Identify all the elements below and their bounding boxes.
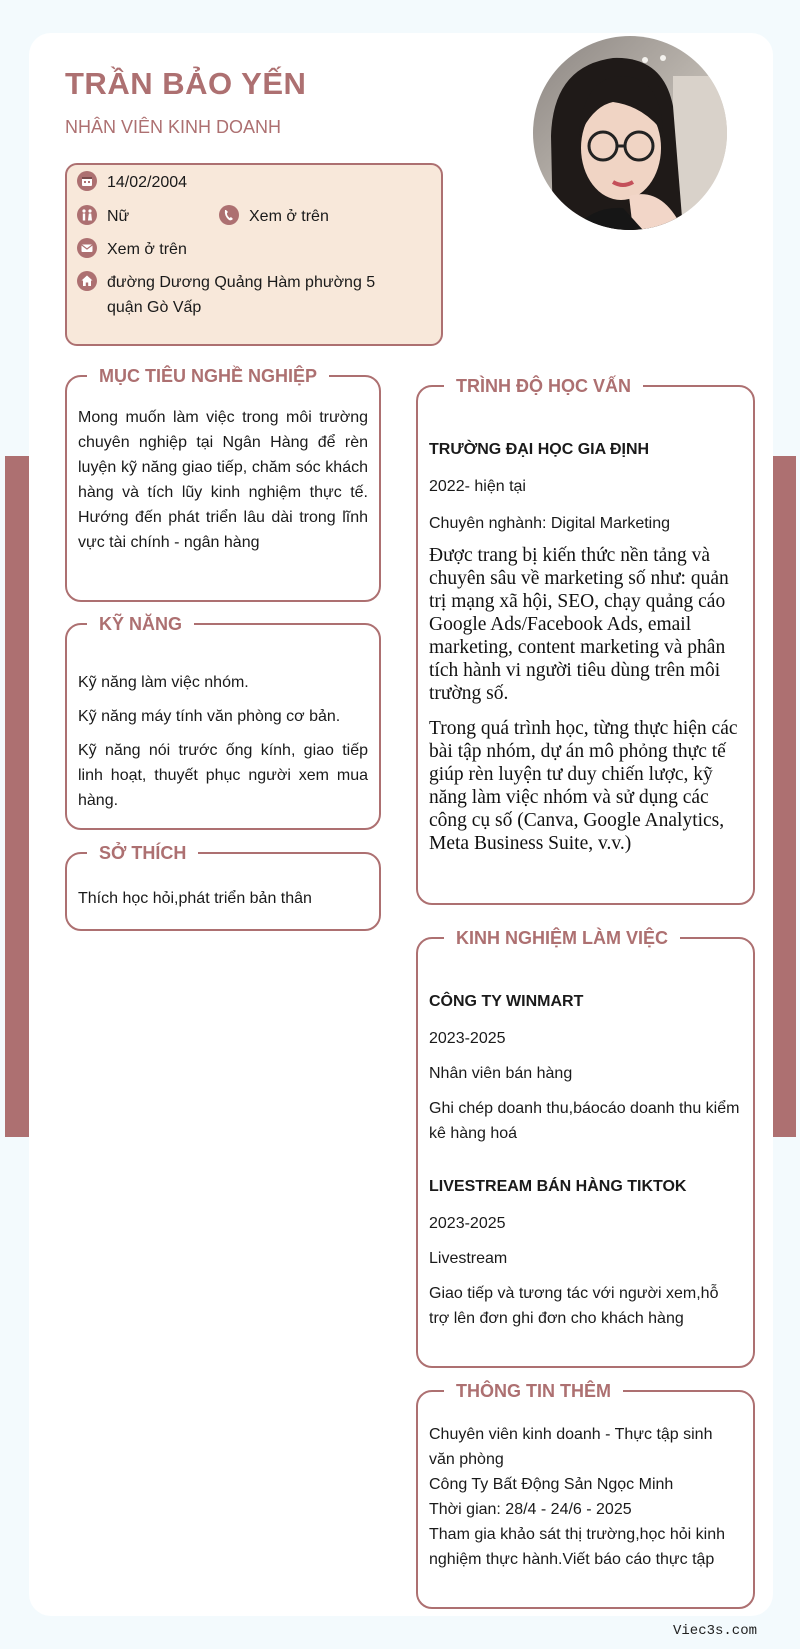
watermark: Viec3s.com <box>673 1623 758 1639</box>
email-row <box>77 237 187 262</box>
education-description: Được trang bị kiến thức nền tảng và chuyên sâu về marketing số như: quản trị mạng xã hội, SEO, chạy quảng cáo Google Ads/Facebook Ads, email marketing, content marketing và phân tích hành vi người tiêu dùng trên môi trường số. <box>429 545 729 704</box>
skill-item: Kỹ năng nói trước ống kính, giao tiếp linh hoạt, thuyết phục người xem mua hàng. <box>78 742 368 809</box>
avatar-photo <box>533 36 727 230</box>
email-text: Xem ở trên <box>107 241 187 258</box>
extra-info-section <box>416 1381 755 1609</box>
birthday-text: 14/02/2004 <box>107 174 188 191</box>
extra-info-heading: THÔNG TIN THÊM <box>444 1379 623 1403</box>
objective-text: Mong muốn làm việc trong môi trường chuyên nghiệp tại Ngân Hàng để rèn luyện kỹ năng giao tiếp, chăm sóc khách hàng và tích lũy kinh nghiệm thực tế. Hướng đến phát triển lâu dài trong lĩnh vực tài chính - ngân hàng <box>78 409 368 551</box>
gender-text: Nữ <box>107 208 130 225</box>
phone-icon <box>219 205 239 225</box>
candidate-name: TRẦN BẢO YẾN <box>65 66 307 101</box>
address-text: đường Dương Quảng Hàm phường 5 quận Gò Vấp <box>107 274 376 316</box>
job-company: CÔNG TY WINMART <box>429 993 584 1010</box>
education-heading: TRÌNH ĐỘ HỌC VẤN <box>444 374 643 398</box>
education-period: 2022- hiện tại <box>429 478 526 495</box>
extra-info-body <box>429 1422 742 1572</box>
gender-icon <box>77 205 97 225</box>
birthday-row <box>77 170 187 195</box>
address-row <box>77 270 397 320</box>
email-icon <box>77 238 97 258</box>
job-role: Livestream <box>429 1250 508 1267</box>
extra-info-line: Thời gian: 28/4 - 24/6 - 2025 <box>429 1501 632 1518</box>
skill-item: Kỹ năng làm việc nhóm. <box>78 674 249 691</box>
calendar-icon <box>77 171 97 191</box>
skills-heading: KỸ NĂNG <box>87 612 194 636</box>
skill-item: Kỹ năng máy tính văn phòng cơ bản. <box>78 708 341 725</box>
education-section <box>416 376 755 905</box>
phone-row <box>219 204 329 229</box>
left-decor-band <box>5 456 29 1137</box>
school-name: TRƯỜNG ĐẠI HỌC GIA ĐỊNH <box>429 441 650 458</box>
hobbies-text: Thích học hỏi,phát triển bản thân <box>78 890 312 907</box>
job-period: 2023-2025 <box>429 1215 506 1232</box>
objective-section <box>65 366 381 602</box>
education-major: Chuyên nghành: Digital Marketing <box>429 515 671 532</box>
hobbies-heading: SỞ THÍCH <box>87 841 198 865</box>
job-description: Ghi chép doanh thu,báocáo doanh thu kiểm kê hàng hoá <box>429 1100 740 1142</box>
home-icon <box>77 271 97 291</box>
experience-body <box>429 989 742 1331</box>
gender-row <box>77 204 129 229</box>
education-body <box>429 437 742 855</box>
hobbies-section <box>65 843 381 931</box>
phone-text: Xem ở trên <box>249 208 329 225</box>
job-period: 2023-2025 <box>429 1030 506 1047</box>
extra-info-line: Công Ty Bất Động Sản Ngọc Minh <box>429 1476 674 1493</box>
skills-list <box>78 670 368 813</box>
job-company: LIVESTREAM BÁN HÀNG TIKTOK <box>429 1178 687 1195</box>
experience-heading: KINH NGHIỆM LÀM VIỆC <box>444 926 680 950</box>
job-role: Nhân viên bán hàng <box>429 1065 573 1082</box>
contact-info-card <box>65 163 443 346</box>
job-description: Giao tiếp và tương tác với người xem,hỗ trợ lên đơn ghi đơn cho khách hàng <box>429 1285 719 1327</box>
right-decor-band <box>772 456 796 1137</box>
skills-section <box>65 614 381 830</box>
education-description: Trong quá trình học, từng thực hiện các bài tập nhóm, dự án mô phỏng thực tế giúp rèn luyện tư duy chiến lược, kỹ năng làm việc nhóm và sử dụng các công cụ số (Canva, Google Analytics, Meta Business Suite, v.v.) <box>429 718 738 854</box>
experience-section <box>416 928 755 1368</box>
objective-heading: MỤC TIÊU NGHỀ NGHIỆP <box>87 364 329 388</box>
extra-info-line: Tham gia khảo sát thị trường,học hỏi kinh nghiệm thực hành.Viết báo cáo thực tập <box>429 1526 726 1568</box>
candidate-title: NHÂN VIÊN KINH DOANH <box>65 117 282 137</box>
extra-info-line: Chuyên viên kinh doanh - Thực tập sinh văn phòng <box>429 1426 713 1468</box>
